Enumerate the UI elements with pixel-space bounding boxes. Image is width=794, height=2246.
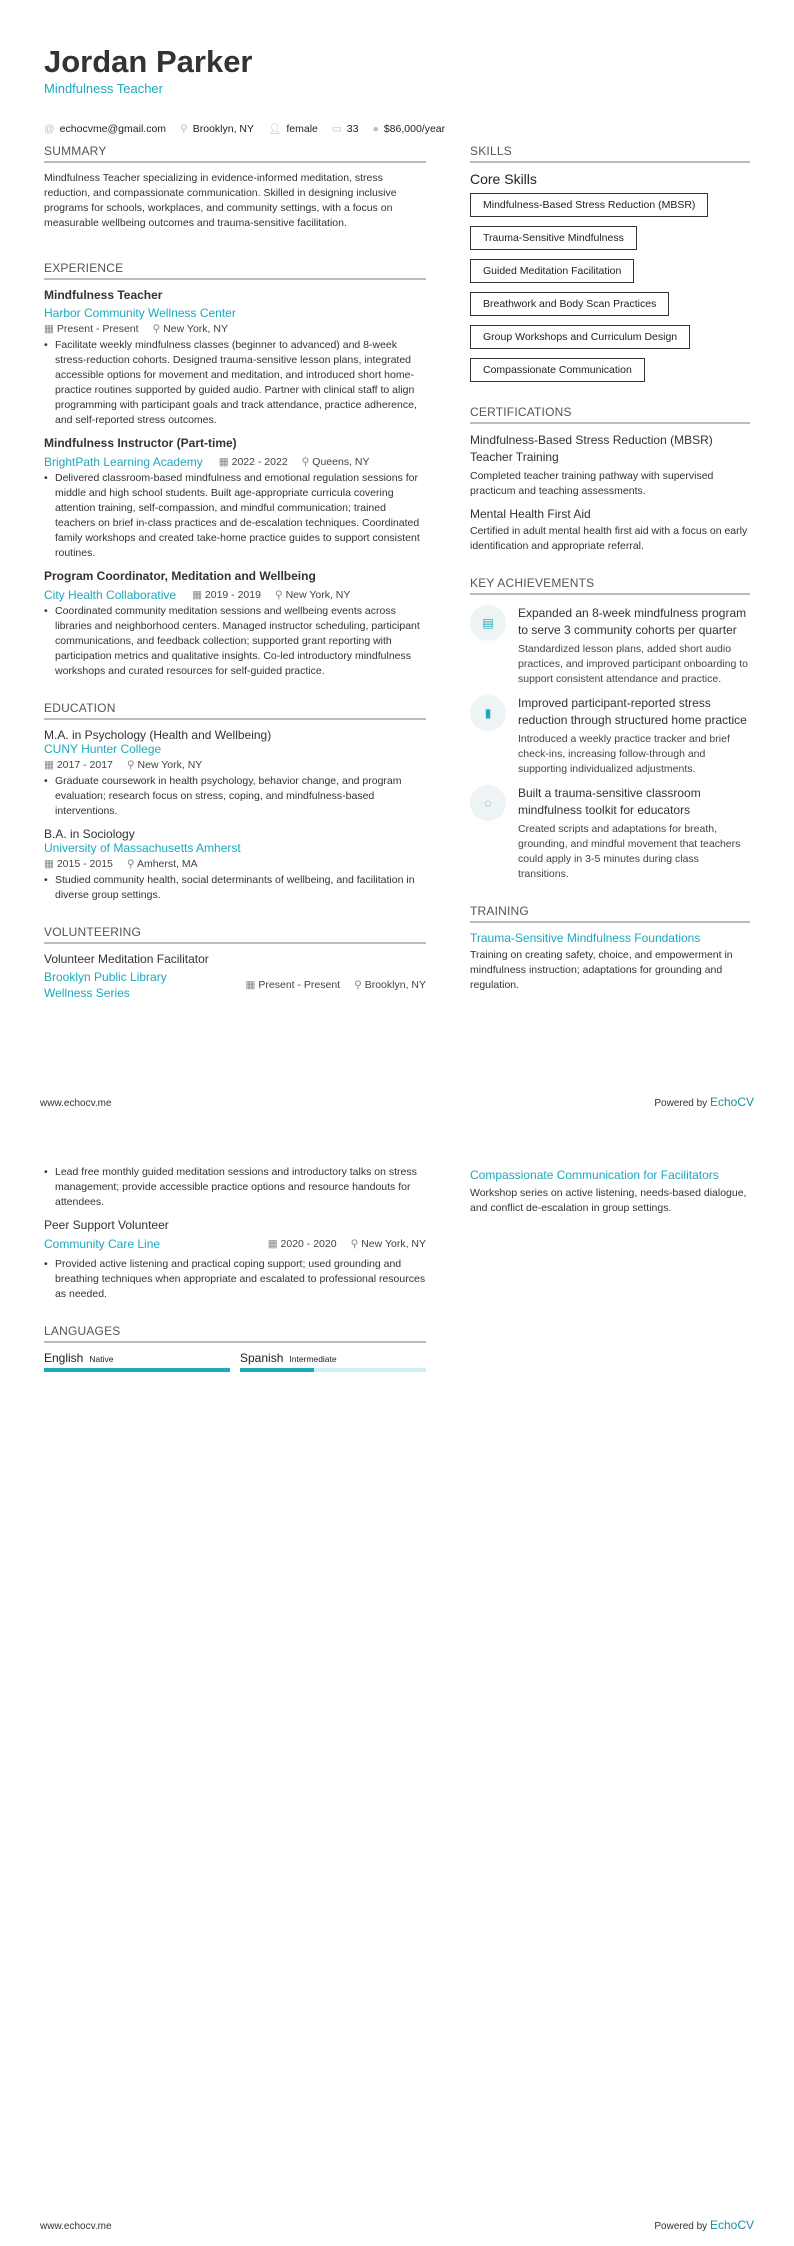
echocv-logo: EchoCV [709,1095,754,1109]
skills-heading: SKILLS [470,144,750,163]
company-name: City Health Collaborative [44,588,177,602]
job-location: New York, NY [163,323,228,335]
volunteering-heading: VOLUNTEERING [44,925,426,944]
edu-dates: 2017 - 2017 [56,759,113,771]
edu-bullet: • Graduate coursework in health psychology, behavior change, and program evaluation; research focus on stress, coping, and mindfulness-based interventions. [44,774,426,819]
proficiency-bar [44,1368,230,1372]
footer-site-link[interactable]: www.echocv.me [40,1098,112,1109]
volunteer-bullet: • Lead free monthly guided meditation sessions and introductory talks on stress management; provide accessible practice options and resource handouts for attendees. [44,1165,426,1210]
edu-bullet: • Studied community health, social determinants of wellbeing, and facilitation in diverse group settings. [44,873,426,903]
summary-heading: SUMMARY [44,144,426,163]
volunteer-org: Brooklyn Public Library Wellness Series [44,970,167,1000]
edu-location: Amherst, MA [136,858,198,870]
job-dates: 2022 - 2022 [231,456,288,468]
person-icon: 👤︎ [268,123,282,135]
achievement-title: Built a trauma-sensitive classroom mindfulness toolkit for educators [518,786,701,817]
achievement-item [470,695,750,777]
cert-desc: Completed teacher training pathway with supervised practicum and teaching assessments. [470,470,714,497]
company-name: Harbor Community Wellness Center [44,306,236,320]
location-icon: ⚲ [301,456,310,468]
volunteer-item [44,1218,426,1302]
contact-age: ▭ 33 [331,122,359,135]
training-title: Trauma-Sensitive Mindfulness Foundations [470,931,701,945]
location-icon: ⚲ [126,858,135,870]
proficiency-bar [240,1368,426,1372]
company-name: BrightPath Learning Academy [44,455,203,469]
proficiency-fill [44,1368,230,1372]
job-title: Program Coordinator, Meditation and Wellbeing [44,569,316,583]
main-column [44,122,426,1001]
candidate-name: Jordan Parker [44,44,253,79]
volunteer-dates: Present - Present [258,979,341,991]
proficiency-fill [240,1368,314,1372]
experience-item [44,288,426,428]
job-title: Mindfulness Instructor (Part-time) [44,436,237,450]
certifications-heading: CERTIFICATIONS [470,405,750,424]
side-column-continued [470,1167,750,1216]
location-icon: ⚲ [274,589,283,601]
job-title: Mindfulness Teacher [44,288,163,302]
location-icon: ⚲ [350,1238,359,1250]
location-icon: ⚲ [180,122,188,135]
edu-dates: 2015 - 2015 [56,858,113,870]
dotted-circle-icon: ◌ [470,785,506,821]
job-bullet: • Coordinated community meditation sessions and wellbeing events across libraries and neighborhood centers. Managed instructor scheduling, participant communications, and feedback collection; supported grant reporting with participation metrics and qualitative insights. Co-led introductory mindfulness workshops and curated resources for self-guided practice. [44,604,426,679]
school-name: University of Massachusetts Amherst [44,841,241,855]
echocv-logo: EchoCV [709,2218,754,2232]
volunteer-location: Brooklyn, NY [364,979,426,991]
cert-desc: Certified in adult mental health first aid with a focus on early identification and appropriate referral. [470,525,748,552]
document-icon: ▮ [470,695,506,731]
achievement-item [470,605,750,687]
contact-email[interactable]: @ echocvme@gmail.com [44,122,167,135]
training-heading: TRAINING [470,904,750,923]
job-dates: Present - Present [56,323,139,335]
cert-title: Mental Health First Aid [470,507,591,521]
achievement-title: Expanded an 8-week mindfulness program to serve 3 community cohorts per quarter [518,606,747,637]
achievement-title: Improved participant-reported stress reduction through structured home practice [518,696,747,727]
education-heading: EDUCATION [44,701,426,720]
location-icon: ⚲ [354,979,362,991]
edu-location: New York, NY [137,759,203,771]
calendar-icon: ▦ [44,858,54,870]
at-icon: @ [44,122,55,135]
calendar-icon: ▦ [44,323,54,335]
side-column [470,122,750,993]
training-desc: Workshop series on active listening, needs-based dialogue, and conflict de-escalation in group settings. [470,1187,747,1214]
skill-chip: Trauma-Sensitive Mindfulness [470,226,637,250]
calendar-icon: ▦ [192,589,202,601]
skills-list [470,193,750,391]
calendar-icon: ▦ [267,1238,278,1250]
skill-chip: Group Workshops and Curriculum Design [470,325,690,349]
training-title: Compassionate Communication for Facilitators [470,1168,719,1182]
resume-page-2 [0,1123,794,2246]
job-location: New York, NY [285,589,351,601]
volunteer-org: Community Care Line [44,1237,161,1251]
volunteer-title: Peer Support Volunteer [44,1218,169,1232]
training-desc: Training on creating safety, choice, and empowerment in mindfulness instruction; adaptations for grounding and regulation. [470,949,733,991]
job-location: Queens, NY [312,456,370,468]
location-icon: ⚲ [152,323,161,335]
job-bullet: • Delivered classroom-based mindfulness and emotional regulation sessions for middle and high school students. Built age-appropriate curricula covering attention training, self-compassion, and mindful communication; trained teachers on brief in-class practices and de-escalation techniques. Coordinated family workshops and created take-home practice guides to support consistent routines. [44,471,426,561]
footer-powered[interactable]: Powered by EchoCV [654,1095,754,1109]
candidate-title: Mindfulness Teacher [44,81,163,96]
education-item [44,728,426,819]
cert-title: Mindfulness-Based Stress Reduction (MBSR) Teacher Training [470,433,713,464]
contact-gender: 👤︎ female [268,123,318,135]
achievement-desc: Created scripts and adaptations for breath, grounding, and mindful movement that teachers could apply in 3-5 minutes during class transitions. [518,823,741,880]
calendar-chart-icon: ▤ [470,605,506,641]
calendar-icon: ▦ [44,759,54,771]
volunteer-title: Volunteer Meditation Facilitator [44,952,209,966]
location-icon: ⚲ [126,759,135,771]
job-dates: 2019 - 2019 [204,589,261,601]
language-item: English Native [44,1351,230,1372]
degree: B.A. in Sociology [44,827,135,841]
contact-location: ⚲ Brooklyn, NY [180,122,255,135]
calendar-icon: ▭ [331,122,342,135]
summary-text: Mindfulness Teacher specializing in evidence-informed meditation, stress reduction, and compassionate communication. Skilled in designing inclusive programs for schools, workplaces, and community settings, with a focus on measurable wellbeing outcomes and trauma-sensitive facilitation. [44,172,397,229]
skills-group-title: Core Skills [470,171,537,187]
contact-salary: ● $86,000/year [372,122,446,135]
skill-chip: Guided Meditation Facilitation [470,259,634,283]
achievements-heading: KEY ACHIEVEMENTS [470,576,750,595]
education-item [44,827,426,903]
experience-item [44,436,426,561]
degree: M.A. in Psychology (Health and Wellbeing) [44,728,272,742]
languages-list [44,1351,426,1372]
achievement-desc: Introduced a weekly practice tracker and brief check-ins, increasing follow-through and supporting individualized adjustments. [518,733,730,775]
school-name: CUNY Hunter College [44,742,162,756]
main-column-continued [44,1165,426,1372]
achievement-item [470,785,750,882]
money-icon: ● [372,122,379,135]
experience-item [44,569,426,679]
volunteer-location: New York, NY [361,1238,426,1250]
skill-chip: Mindfulness-Based Stress Reduction (MBSR) [470,193,708,217]
volunteer-item [44,952,426,1001]
footer-site-link[interactable]: www.echocv.me [40,2221,112,2232]
experience-heading: EXPERIENCE [44,261,426,280]
calendar-icon: ▦ [218,456,229,468]
achievement-desc: Standardized lesson plans, added short audio practices, and improved participant onboarding to support consistent attendance and practice. [518,643,748,685]
calendar-icon: ▦ [245,979,256,991]
volunteer-bullet: • Provided active listening and practical coping support; used grounding and breathing techniques when appropriate and escalated to professional resources as needed. [44,1257,426,1302]
skill-chip: Compassionate Communication [470,358,645,382]
volunteer-dates: 2020 - 2020 [280,1238,337,1250]
language-item: Spanish Intermediate [240,1351,426,1372]
job-bullet: • Facilitate weekly mindfulness classes (beginner to advanced) and 8-week stress-reduction cohorts. Designed trauma-sensitive lesson plans, integrated accessible options for movement and meditation, and introduced short home-practice routines supported by guided audio. Partner with clinical staff to align programming with participant goals and track attendance, practice adherence, and self-reported stress outcomes. [44,338,426,428]
languages-heading: LANGUAGES [44,1324,426,1343]
left-column [44,44,426,96]
skill-chip: Breathwork and Body Scan Practices [470,292,669,316]
footer-powered[interactable]: Powered by EchoCV [654,2218,754,2232]
